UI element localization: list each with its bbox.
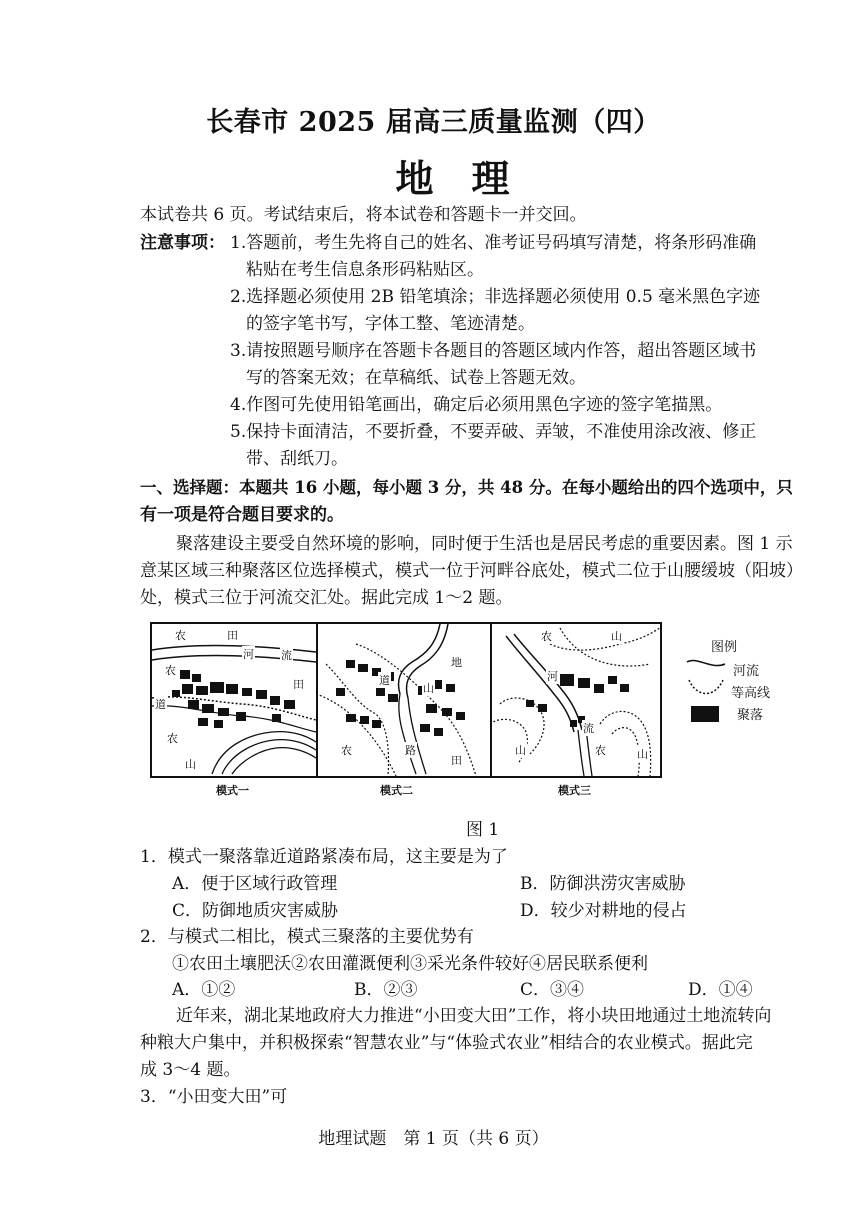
- q1-option-d: D．较少对耕地的侵占: [520, 901, 687, 921]
- map-label: 田: [451, 754, 462, 767]
- map-label: 河: [547, 670, 558, 683]
- map-label: 道: [155, 698, 166, 711]
- passage-line: 种粮大户集中，并积极探索“智慧农业”与“体验式农业”相结合的农业模式。据此完: [140, 1033, 753, 1053]
- panel-mode-2: [316, 624, 492, 776]
- map-label: 山: [423, 682, 434, 695]
- river-symbol: [687, 660, 725, 665]
- mode-2-caption: 模式二: [380, 784, 413, 797]
- map-label: 山: [637, 748, 648, 761]
- figure-caption: 图 1: [466, 820, 500, 840]
- map-label: 农: [165, 664, 176, 677]
- map-label: 流: [281, 649, 292, 662]
- subject-title: 地理: [395, 156, 548, 201]
- map-label: 地: [451, 656, 462, 669]
- notice-item: 3.请按照题号顺序在答题卡各题目的答题区域内作答，超出答题区域书: [230, 341, 757, 361]
- mode-1-caption: 模式一: [216, 784, 249, 797]
- map-label: 农: [595, 744, 606, 757]
- map-label: 农: [541, 630, 552, 643]
- settlement-figure: [150, 622, 662, 778]
- passage-line: 处，模式三位于河流交汇处。据此完成 1～2 题。: [140, 588, 513, 608]
- q2-option-a: A．①②: [172, 980, 236, 1000]
- q2-option-c: C．③④: [520, 980, 585, 1000]
- map-label: 道: [379, 674, 390, 687]
- exam-title: 长春市 2025 届高三质量监测（四）: [206, 107, 661, 138]
- map-label: 流: [583, 722, 594, 735]
- passage-line: 成 3～4 题。: [140, 1060, 241, 1080]
- question-1-stem: 1．模式一聚落靠近道路紧凑布局，这主要是为了: [140, 847, 508, 867]
- settlement-symbol: [691, 706, 719, 722]
- map-label: 山: [185, 758, 196, 771]
- page-footer: 地理试题 第 1 页（共 6 页）: [318, 1129, 549, 1149]
- question-2-stem: 2．与模式二相比，模式三聚落的主要优势有: [140, 927, 474, 947]
- legend-contour: 等高线: [731, 686, 771, 701]
- map-label: 河: [243, 648, 254, 661]
- intro-text: 本试卷共 6 页。考试结束后，将本试卷和答题卡一并交回。: [140, 205, 587, 225]
- contour-symbol: [689, 680, 723, 694]
- map-label: 农: [175, 629, 186, 642]
- q2-option-d: D．①④: [688, 980, 753, 1000]
- section-heading: 一、选择题：本题共 16 小题，每小题 3 分，共 48 分。在每小题给出的四个选项中，只: [140, 478, 793, 497]
- legend-settlement: 聚落: [737, 708, 764, 723]
- notice-item: 的签字笔书写，字体工整、笔迹清楚。: [246, 314, 535, 334]
- panel-mode-3: [490, 624, 660, 776]
- map-label: 山: [515, 744, 526, 757]
- map-label: 路: [405, 744, 416, 757]
- question-3-stem: 3．“小田变大田”可: [140, 1087, 288, 1107]
- map-label: 山: [611, 630, 622, 643]
- mode-3-caption: 模式三: [558, 784, 591, 797]
- legend-symbols: [685, 658, 729, 728]
- notice-item: 1.答题前，考生先将自己的姓名、准考证号码填写清楚，将条形码准确: [230, 233, 757, 253]
- map-label: 田: [227, 629, 238, 642]
- section-heading: 有一项是符合题目要求的。: [140, 505, 344, 525]
- q1-option-b: B．防御洪涝灾害威胁: [520, 874, 686, 894]
- notice-label: 注意事项：: [140, 233, 225, 253]
- passage-line: 近年来，湖北某地政府大力推进“小田变大田”工作，将小块田地通过土地流转向: [176, 1006, 772, 1026]
- map-label: 农: [167, 732, 178, 745]
- q1-option-a: A．便于区域行政管理: [172, 874, 338, 894]
- notice-item: 粘贴在考生信息条形码粘贴区。: [246, 260, 484, 280]
- panel-mode-1: [152, 624, 318, 776]
- notice-item: 带、刮纸刀。: [246, 449, 348, 469]
- q1-option-c: C．防御地质灾害威胁: [172, 901, 339, 921]
- q2-items: ①农田土壤肥沃②农田灌溉便利③采光条件较好④居民联系便利: [172, 954, 648, 974]
- passage-line: 意某区域三种聚落区位选择模式，模式一位于河畔谷底处，模式二位于山腰缓坡（阳坡）: [140, 561, 803, 581]
- map-label: 田: [293, 678, 304, 691]
- q2-option-b: B．②③: [354, 980, 418, 1000]
- passage-line: 聚落建设主要受自然环境的影响，同时便于生活也是居民考虑的重要因素。图 1 示: [176, 534, 793, 554]
- figure-legend: [685, 636, 785, 726]
- notice-item: 5.保持卡面清洁，不要折叠，不要弄破、弄皱，不准使用涂改液、修正: [230, 422, 757, 442]
- notice-item: 4.作图可先使用铅笔画出，确定后必须用黑色字迹的签字笔描黑。: [230, 395, 723, 415]
- legend-title: 图例: [711, 640, 738, 655]
- notice-item: 写的答案无效；在草稿纸、试卷上答题无效。: [246, 368, 586, 388]
- legend-river: 河流: [733, 664, 760, 679]
- map-label: 农: [341, 744, 352, 757]
- notice-item: 2.选择题必须使用 2B 铅笔填涂；非选择题必须使用 0.5 毫米黑色字迹: [230, 287, 761, 307]
